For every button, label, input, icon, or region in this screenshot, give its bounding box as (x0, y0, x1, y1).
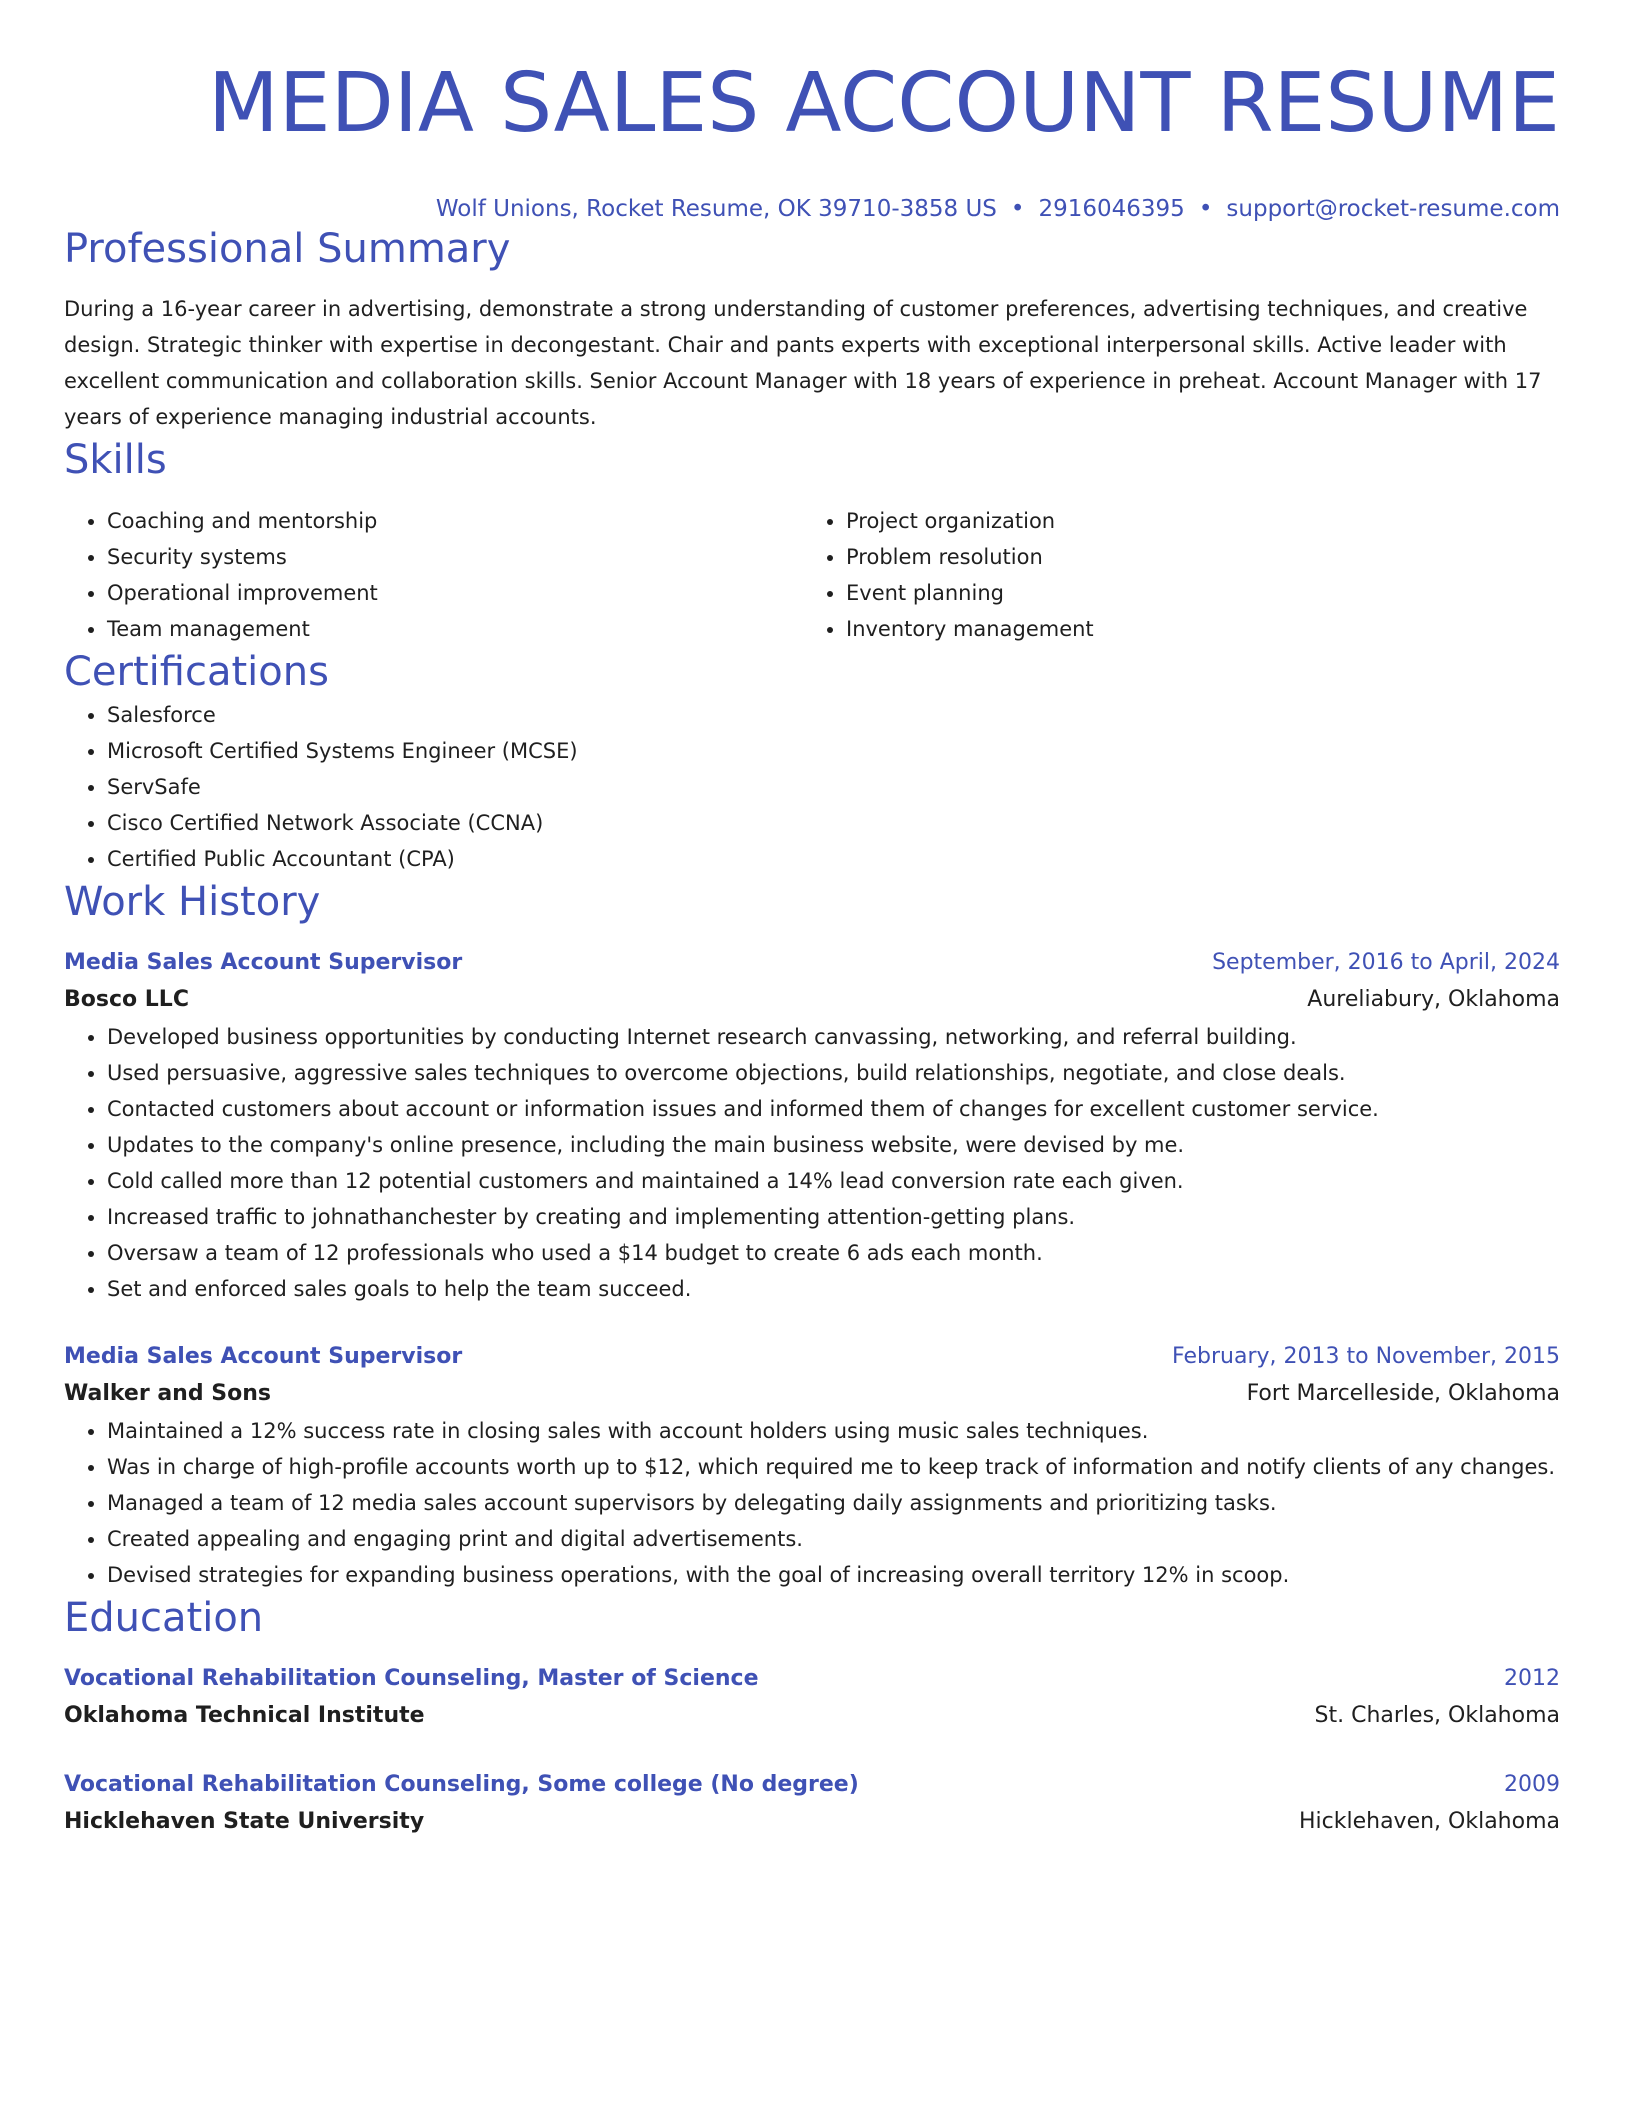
job-dates: February, 2013 to November, 2015 (1172, 1344, 1560, 1369)
skill-item: • Team management (107, 611, 803, 647)
section-title-education: Education (64, 1595, 264, 1641)
skill-item: • Event planning (846, 575, 1094, 611)
responsibility-item: • Created appealing and engaging print and digital advertisements. (107, 1521, 1560, 1557)
school-location: Hicklehaven, Oklahoma (1298, 1809, 1560, 1834)
section-title-certifications: Certifications (64, 649, 329, 695)
email-link[interactable]: support@rocket-resume.com (1226, 196, 1560, 222)
certification-item: • Microsoft Certified Systems Engineer (MCSE) (107, 733, 1560, 769)
skill-item: • Project organization (846, 503, 1094, 539)
job-title: Media Sales Account Supervisor (64, 950, 463, 975)
summary-text: During a 16-year career in advertising, demonstrate a strong understanding of customer preferences, advertising techniques, and creative design. Strategic thinker with expertise in decongestant. Chair and pants experts with exceptional interpersonal skills. Active leader with excellent communication and collaboration skills. Senior Account Manager with 18 years of experience in preheat. Account Manager with 17 years of experience managing industrial accounts. (64, 297, 1542, 429)
job-entry (64, 945, 1560, 1307)
section-title-work-history: Work History (64, 879, 321, 925)
responsibility-item: • Cold called more than 12 potential customers and maintained a 14% lead conversion rate each given. (107, 1163, 1560, 1199)
address: Wolf Unions, Rocket Resume, OK 39710-3858 US (435, 196, 997, 222)
responsibility-item: • Increased traffic to johnathanchester by creating and implementing attention-getting plans. (107, 1199, 1560, 1235)
responsibility-item: • Updates to the company's online presence, including the main business website, were devised by me. (107, 1127, 1560, 1163)
certification-item: • ServSafe (107, 769, 1560, 805)
skill-item: • Operational improvement (107, 575, 803, 611)
job-responsibilities (64, 1413, 1560, 1593)
responsibility-item: • Maintained a 12% success rate in closing sales with account holders using music sales techniques. (107, 1413, 1560, 1449)
skills-grid (64, 503, 1560, 647)
degree-name: Vocational Rehabilitation Counseling, Some college (No degree) (64, 1772, 859, 1797)
responsibility-item: • Devised strategies for expanding business operations, with the goal of increasing overall territory 12% in scoop. (107, 1557, 1560, 1593)
job-responsibilities (64, 1019, 1560, 1307)
certification-item: • Salesforce (107, 697, 1560, 733)
separator: • (1010, 196, 1025, 222)
school-location: St. Charles, Oklahoma (1314, 1703, 1560, 1728)
section-title-skills: Skills (64, 437, 167, 483)
degree-name: Vocational Rehabilitation Counseling, Master of Science (64, 1666, 759, 1691)
resume-page (64, 0, 1560, 1841)
job-location: Aureliabury, Oklahoma (1307, 987, 1560, 1012)
school-name: Hicklehaven State University (64, 1809, 425, 1834)
education-entry (64, 1767, 1560, 1841)
contact-line (64, 194, 1560, 224)
employer-name: Bosco LLC (64, 987, 189, 1012)
separator: • (1198, 196, 1213, 222)
job-location: Fort Marcelleside, Oklahoma (1246, 1381, 1560, 1406)
job-title: Media Sales Account Supervisor (64, 1344, 463, 1369)
education-entry (64, 1661, 1560, 1735)
responsibility-item: • Managed a team of 12 media sales account supervisors by delegating daily assignments and prioritizing tasks. (107, 1485, 1560, 1521)
resume-title: MEDIA SALES ACCOUNT RESUME (208, 56, 1560, 151)
section-title-summary: Professional Summary (64, 226, 511, 272)
responsibility-item: • Set and enforced sales goals to help the team succeed. (107, 1271, 1560, 1307)
skills-column-right (803, 503, 1094, 647)
job-entry (64, 1339, 1560, 1593)
job-dates: September, 2016 to April, 2024 (1212, 950, 1560, 975)
responsibility-item: • Developed business opportunities by conducting Internet research canvassing, networking, and referral building. (107, 1019, 1560, 1055)
graduation-year: 2009 (1504, 1772, 1560, 1797)
responsibility-item: • Oversaw a team of 12 professionals who used a $14 budget to create 6 ads each month. (107, 1235, 1560, 1271)
skill-item: • Inventory management (846, 611, 1094, 647)
phone[interactable]: 2916046395 (1038, 196, 1185, 222)
responsibility-item: • Used persuasive, aggressive sales techniques to overcome objections, build relationships, negotiate, and close deals. (107, 1055, 1560, 1091)
skill-item: • Security systems (107, 539, 803, 575)
skill-item: • Coaching and mentorship (107, 503, 803, 539)
responsibility-item: • Contacted customers about account or information issues and informed them of changes for excellent customer service. (107, 1091, 1560, 1127)
graduation-year: 2012 (1504, 1666, 1560, 1691)
certification-item: • Cisco Certified Network Associate (CCNA) (107, 805, 1560, 841)
responsibility-item: • Was in charge of high-profile accounts worth up to $12, which required me to keep track of information and notify clients of any changes. (107, 1449, 1560, 1485)
certification-list (64, 697, 1560, 877)
school-name: Oklahoma Technical Institute (64, 1703, 425, 1728)
certification-item: • Certified Public Accountant (CPA) (107, 841, 1560, 877)
employer-name: Walker and Sons (64, 1381, 271, 1406)
skills-column-left (64, 503, 803, 647)
skill-item: • Problem resolution (846, 539, 1094, 575)
